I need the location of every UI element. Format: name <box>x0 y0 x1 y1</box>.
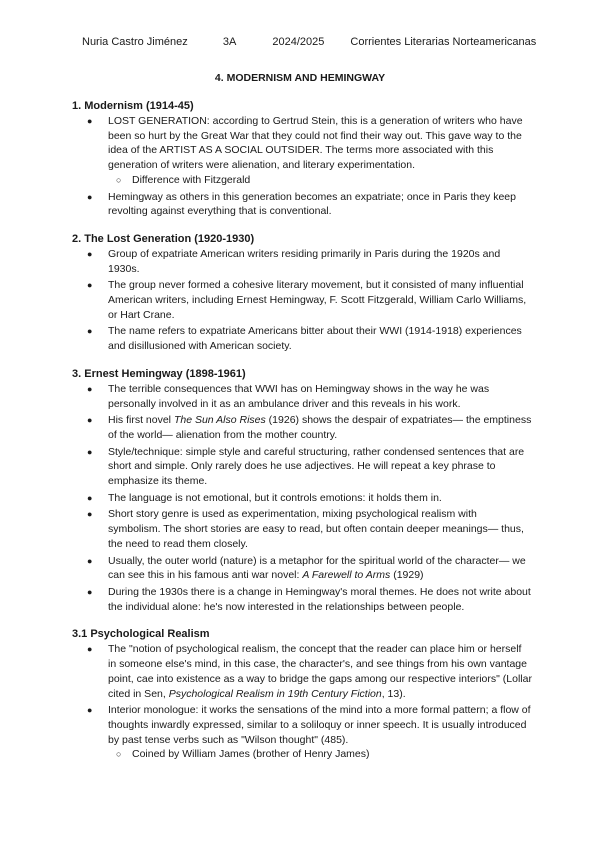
document-title: 4. MODERNISM AND HEMINGWAY <box>214 72 386 84</box>
text-run: His first novel <box>108 414 174 427</box>
text-run: , 13). <box>381 687 406 700</box>
document-body <box>72 99 532 775</box>
list-item: ● During the 1930s there is a change in Hemingway's moral themes. He does not write about the individual alone: he's now interested in the relationships between people. <box>72 585 532 614</box>
text-run: The "notion of psychological realism, the concept that the reader can place him or herself in someone else's mind, in this case, the character's, and see things from his own vantage point, cae into existence as a way to bridge the gaps among our respective interiors" (Lollar cited in Sen, <box>108 643 532 700</box>
sub-bullet-list <box>108 173 532 188</box>
section-heading: 1. Modernism (1914-45) <box>72 100 194 112</box>
text-run: (1929) <box>390 569 424 582</box>
class-group: 3A <box>222 36 237 48</box>
academic-year: 2024/2025 <box>272 36 325 48</box>
list-item <box>72 642 532 701</box>
list-item: ● Short story genre is used as experimentation, mixing psychological realism with symbolism. The short stories are easy to read, but often contain deeper meanings— thus, the need to read them closely. <box>72 507 532 551</box>
section-psychological-realism <box>72 627 532 762</box>
bullet-list <box>72 642 532 762</box>
text-run: (1926) shows the despair of expatriates— the emptiness of the world— alienation from the mother country. <box>108 414 532 441</box>
section-heading: 2. The Lost Generation (1920-1930) <box>72 232 255 245</box>
bullet-list <box>72 247 532 354</box>
book-title: Psychological Realism in 19th Century Fiction <box>168 687 382 700</box>
list-item: ● Group of expatriate American writers residing primarily in Paris during the 1920s and 1930s. <box>72 247 532 276</box>
section-hemingway <box>72 367 532 615</box>
sub-list-item: ○ Difference with Fitzgerald <box>108 173 532 188</box>
section-heading: 3. Ernest Hemingway (1898-1961) <box>72 367 246 380</box>
section-modernism <box>72 99 532 219</box>
course-name: Corrientes Literarias Norteamericanas <box>350 36 537 48</box>
list-item <box>72 114 532 188</box>
book-title: A Farewell to Arms <box>302 569 391 582</box>
page-header <box>82 36 536 48</box>
list-item: ● Style/technique: simple style and careful structuring, rather condensed sentences that are short and simple. Only rarely does he use adjectives. He will repeat a key phrase to emphasize its theme. <box>72 445 532 489</box>
bullet-list <box>72 114 532 219</box>
bullet-list <box>72 382 532 615</box>
list-item: ● The terrible consequences that WWI has on Hemingway shows in the way he was personally involved in it as an ambulance driver and this reveals in his work. <box>72 382 532 411</box>
list-item-text: Interior monologue: it works the sensations of the mind into a more formal pattern; a flow of thoughts inwardly expressed, similar to a soliloquy or inner speech. It is usually introduced by past tense verbs such as "Wilson thought" (485). <box>108 704 531 746</box>
section-lost-generation <box>72 232 532 354</box>
list-item: ● The group never formed a cohesive literary movement, but it consisted of many influential American writers, including Ernest Hemingway, F. Scott Fitzgerald, William Carlo Williams, or Hart Crane. <box>72 278 532 322</box>
author-name: Nuria Castro Jiménez <box>82 36 188 48</box>
sub-list-item: ○ Coined by William James (brother of Henry James) <box>108 747 532 762</box>
sub-bullet-list <box>108 747 532 762</box>
section-heading: 3.1 Psychological Realism <box>72 628 210 641</box>
list-item: ● The name refers to expatriate Americans bitter about their WWI (1914-1918) experiences and disillusioned with American society. <box>72 324 532 353</box>
text-run: Usually, the outer world (nature) is a metaphor for the spiritual world of the character— we can see this in his famous anti war novel: <box>108 554 526 582</box>
list-item <box>72 413 532 442</box>
list-item: ● Hemingway as others in this generation becomes an expatriate; once in Paris they keep revolting against everything that is conventional. <box>72 190 532 219</box>
list-item <box>72 554 532 583</box>
book-title: The Sun Also Rises <box>173 414 266 427</box>
list-item: ● The language is not emotional, but it controls emotions: it holds them in. <box>72 491 532 506</box>
list-item <box>72 703 532 762</box>
list-item-text: LOST GENERATION: according to Gertrud Stein, this is a generation of writers who have been so hurt by the Great War that they could not find their way out. This gave way to the idea of the ARTIST AS A SOCIAL OUTSIDER. The terms more associated with this generation of writers were alienation, and literary experimentation. <box>108 115 523 172</box>
